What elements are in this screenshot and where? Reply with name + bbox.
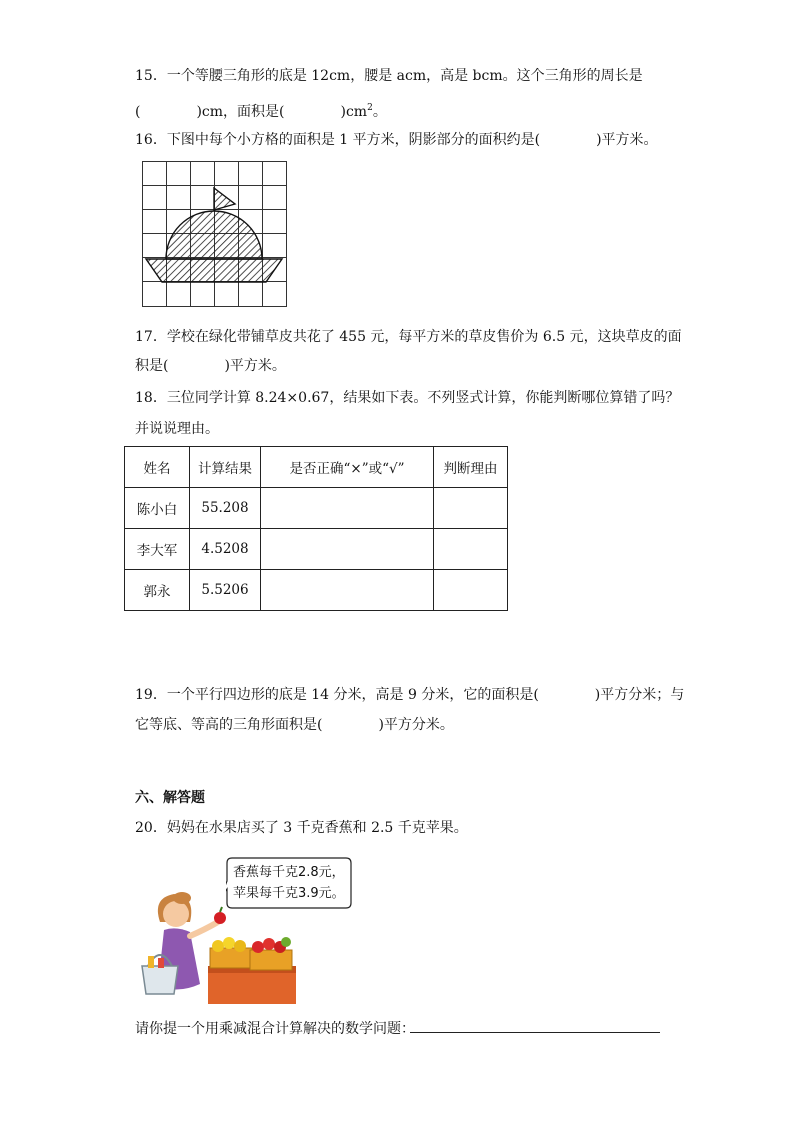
cell-correct-blank [261,529,434,570]
shopping-basket [142,966,178,994]
fruit [234,940,246,952]
cell-name: 陈小白 [125,488,190,529]
mother-fruit-shop-illustration [138,888,300,1006]
shaded-leaf [214,188,235,210]
cell-name: 李大军 [125,529,190,570]
section-heading: 六、解答题 [135,790,205,806]
shaded-grid-figure [142,161,292,311]
basket-right [250,950,292,970]
cell-name: 郭永 [125,570,190,611]
header-reason: 判断理由 [434,447,508,488]
held-apple [214,912,226,924]
shaded-trapezoid [146,259,282,282]
q15-line2-end: 。 [372,104,387,120]
q16-text: 16．下图中每个小方格的面积是 1 平方米，阴影部分的面积约是( )平方米。 [135,132,658,148]
q19-line1: 19．一个平行四边形的底是 14 分米，高是 9 分米，它的面积是( )平方分米；与 [135,687,685,703]
header-name: 姓名 [125,447,190,488]
table-row [125,529,508,570]
arm [190,922,218,936]
cell-reason-blank [434,529,508,570]
banana-price: 香蕉每千克2.8元， [233,865,345,880]
header-result: 计算结果 [190,447,261,488]
apple [252,941,264,953]
cell-result: 55.208 [190,488,261,529]
q15-superscript: 2 [367,103,373,113]
q18-line1: 18．三位同学计算 8.24×0.67，结果如下表。不列竖式计算，你能判断哪位算错了吗？ [135,390,680,406]
shaded-semicircle [166,211,262,259]
apple-price: 苹果每千克3.9元。 [233,886,345,901]
q17-line2: 积是( )平方米。 [135,358,286,374]
table-row [125,570,508,611]
apple [263,938,275,950]
face [163,901,189,927]
q15-line1: 15．一个等腰三角形的底是 12cm，腰是 acm，高是 bcm。这个三角形的周长是 [135,68,643,84]
cell-correct-blank [261,570,434,611]
cell-reason-blank [434,570,508,611]
cell-correct-blank [261,488,434,529]
fruit [223,937,235,949]
q18-line2: 并说说理由。 [135,421,219,437]
q19-line2: 它等底、等高的三角形面积是( )平方分米。 [135,717,454,733]
leaf [281,937,291,947]
q20-prompt: 请你提一个用乘减混合计算解决的数学问题： [135,1021,415,1037]
q20-text: 20．妈妈在水果店买了 3 千克香蕉和 2.5 千克苹果。 [135,820,468,836]
cell-result: 5.5206 [190,570,261,611]
table-row [125,488,508,529]
cell-reason-blank [434,488,508,529]
results-table [124,446,508,611]
q15-line2 [135,98,387,122]
table-header-row [125,447,508,488]
q17-line1: 17．学校在绿化带铺草皮共花了 455 元，每平方米的草皮售价为 6.5 元，这块草皮的面 [135,329,682,345]
fruit [212,940,224,952]
header-correct: 是否正确“×”或“√” [261,447,434,488]
answer-blank-line[interactable] [410,1032,660,1033]
q15-line2-text: ( )cm，面积是( )cm [135,104,368,120]
cell-result: 4.5208 [190,529,261,570]
